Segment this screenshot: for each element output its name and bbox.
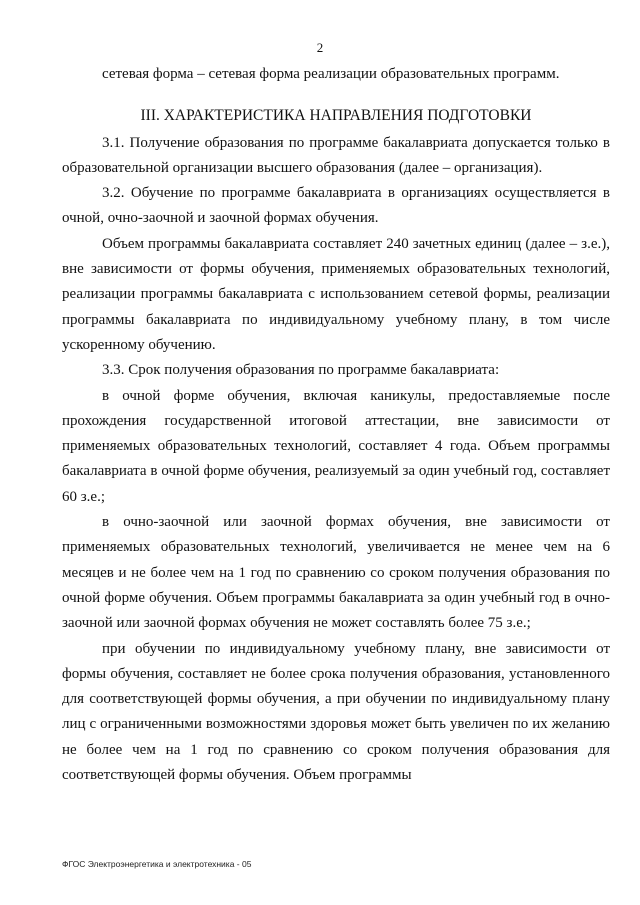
paragraph-3-2: 3.2. Обучение по программе бакалавриата в организациях осуществляется в очной, очно-заочной и заочной формах обучения. (62, 185, 610, 227)
paragraph-program-volume: Объем программы бакалавриата составляет 240 зачетных единиц (далее – з.е.), вне зависимости от формы обучения, применяемых образовательных технологий, реализации программы бакалавриата с использованием сетевой формы, реализации программы бакалавриата по индивидуальному учебному плану, в том числе ускоренному обучению. (62, 235, 610, 353)
paragraph-part-time: в очно-заочной или заочной формах обучения, вне зависимости от применяемых образовательных технологий, увеличивается не менее чем на 6 месяцев и не более чем на 1 год по сравнению со сроком получения образования по очной форме обучения. Объем программы бакалавриата за один учебный год в очно-заочной или заочной формах обучения не может составлять более 75 з.е.; (62, 514, 610, 632)
section-heading: III. ХАРАКТЕРИСТИКА НАПРАВЛЕНИЯ ПОДГОТОВКИ (140, 107, 532, 125)
paragraph-full-time: в очной форме обучения, включая каникулы, предоставляемые после прохождения государственной итоговой аттестации, вне зависимости от применяемых образовательных технологий, составляет 4 года. Объем программы бакалавриата в очной форме обучения, реализуемый за один учебный год, составляет 60 з.е.; (62, 387, 610, 505)
paragraph-3-1: 3.1. Получение образования по программе бакалавриата допускается только в образовательной организации высшего образования (далее – организация). (62, 134, 610, 176)
page-number: 2 (316, 40, 324, 55)
paragraph-3-3: 3.3. Срок получения образования по программе бакалавриата: (102, 362, 500, 379)
paragraph-network-form: сетевая форма – сетевая форма реализации образовательных программ. (102, 66, 560, 82)
paragraph-individual-plan: при обучении по индивидуальному учебному плану, вне зависимости от формы обучения, составляет не более срока получения образования, установленного для соответствующей формы обучения, а при обучении по индивидуальному плану лиц с ограниченными возможностями здоровья может быть увеличен по их желанию не более чем на 1 год по сравнению со сроком получения образования для соответствующей формы обучения. Объем программы (62, 640, 610, 784)
document-footer: ФГОС Электроэнергетика и электротехника - 05 (62, 859, 252, 869)
document-body (62, 62, 610, 788)
